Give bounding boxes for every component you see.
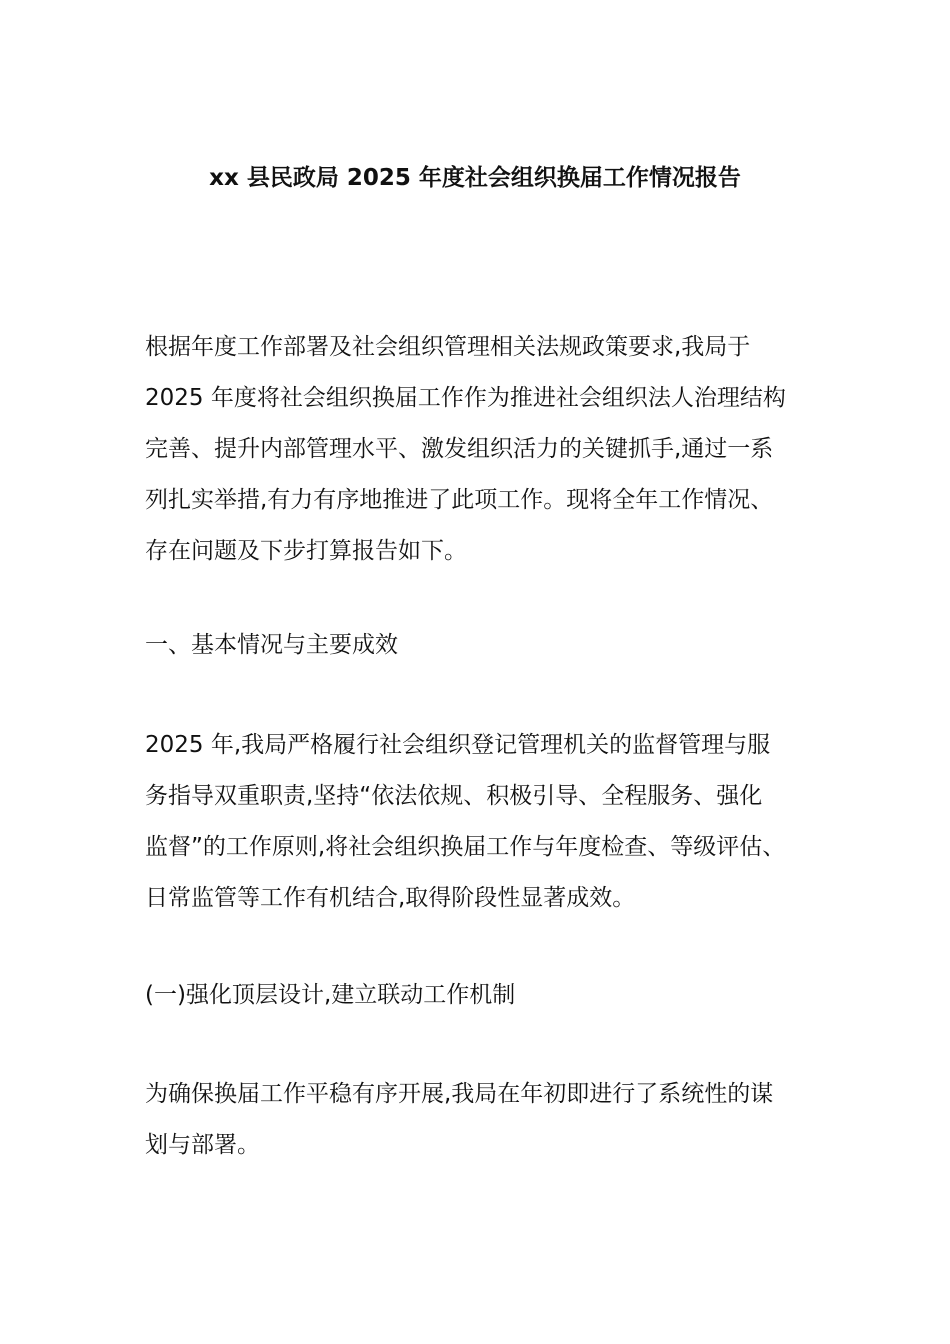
paragraph-line: 根据年度工作部署及社会组织管理相关法规政策要求,我局于 xyxy=(145,334,751,360)
document-title: xx 县民政局 2025 年度社会组织换届工作情况报告 xyxy=(209,165,741,191)
paragraph-line: 划与部署。 xyxy=(145,1132,260,1158)
paragraph-line: 2025 年度将社会组织换届工作作为推进社会组织法人治理结构 xyxy=(145,385,786,411)
section-1-heading xyxy=(145,620,825,671)
heading-text: (一)强化顶层设计,建立联动工作机制 xyxy=(145,982,516,1008)
paragraph-line: 监督”的工作原则,将社会组织换届工作与年度检查、等级评估、 xyxy=(145,834,786,860)
paragraph-line: 日常监管等工作有机结合,取得阶段性显著成效。 xyxy=(145,885,636,911)
paragraph-line: 列扎实举措,有力有序地推进了此项工作。现将全年工作情况、 xyxy=(145,487,774,513)
section-1-paragraph xyxy=(145,720,825,924)
paragraph-line: 务指导双重职责,坚持“依法依规、积极引导、全程服务、强化 xyxy=(145,783,763,809)
paragraph-line: 2025 年,我局严格履行社会组织登记管理机关的监督管理与服 xyxy=(145,732,771,758)
paragraph-line: 为确保换届工作平稳有序开展,我局在年初即进行了系统性的谋 xyxy=(145,1081,774,1107)
subsection-1-paragraph xyxy=(145,1069,825,1171)
subsection-1-heading xyxy=(145,970,825,1021)
paragraph-line: 存在问题及下步打算报告如下。 xyxy=(145,538,467,564)
paragraph-line: 完善、提升内部管理水平、激发组织活力的关键抓手,通过一系 xyxy=(145,436,774,462)
intro-paragraph xyxy=(145,322,825,577)
heading-text: 一、基本情况与主要成效 xyxy=(145,632,398,658)
